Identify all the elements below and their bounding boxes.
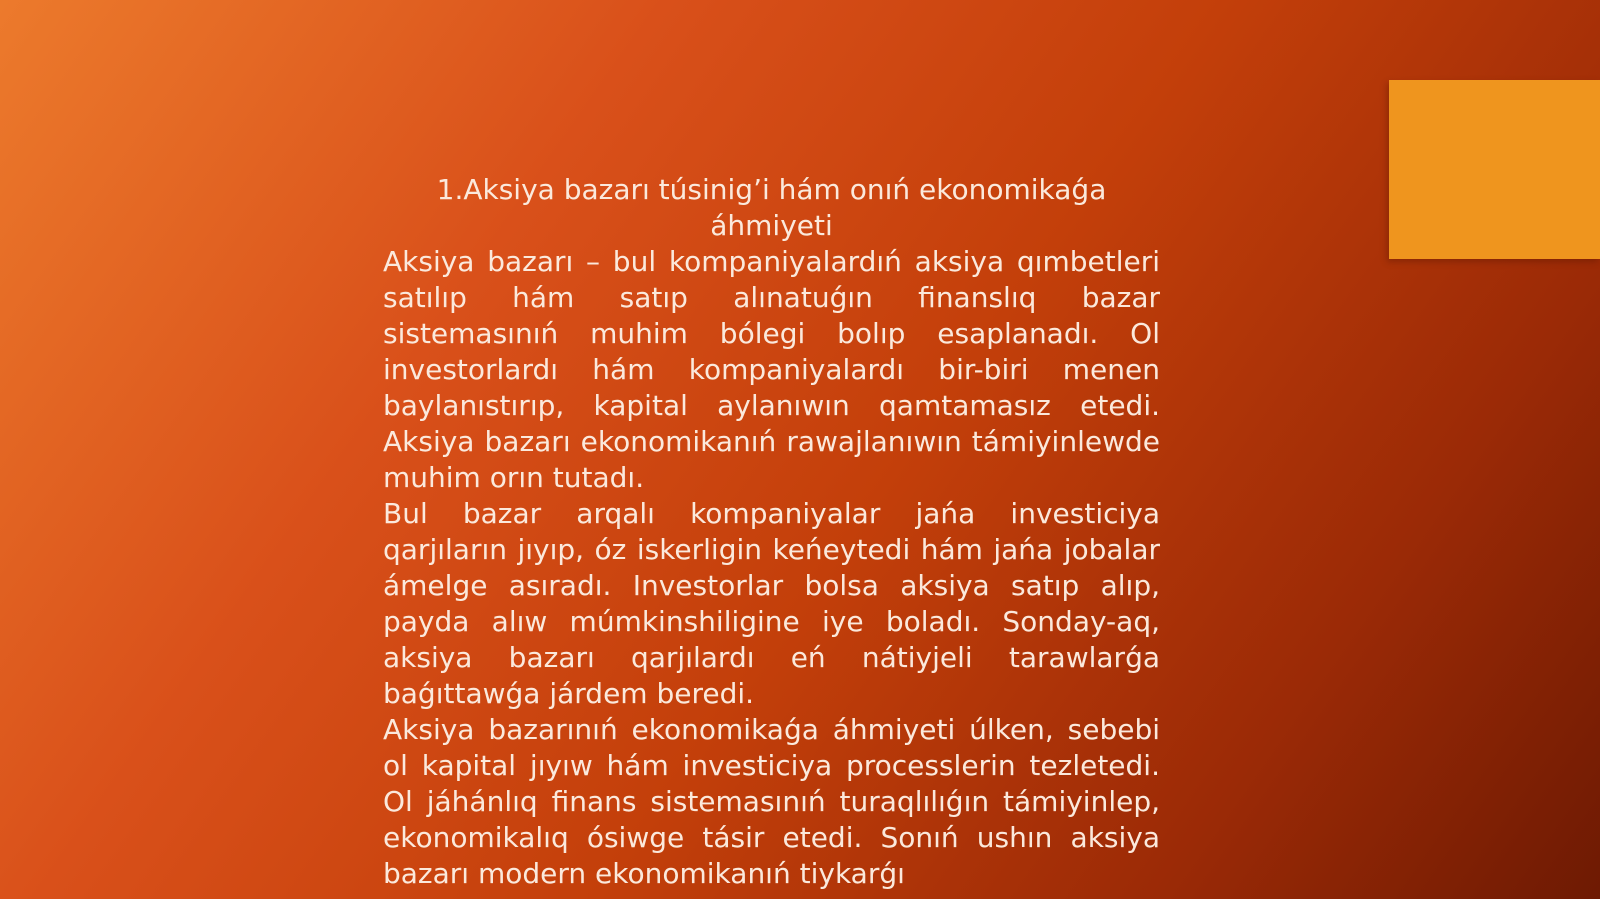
slide-title: 1.Aksiya bazarı túsinig’i hám onıń ekonomikaǵa áhmiyeti — [436, 173, 1107, 242]
slide-content — [383, 172, 1160, 892]
paragraph-definition: Aksiya bazarı – bul kompaniyalardıń aksiya qımbetleri satılıp hám satıp alınatuǵın finanslıq bazar sistemasınıń muhim bólegi bolıp esaplanadı. Ol investorlardı hám kompaniyalardı bir-biri menen baylanıstırıp, kapital aylanıwın qamtamasız etedi. Aksiya bazarı ekonomikanıń rawajlanıwın támiyinlewde muhim orın tutadı. — [383, 245, 1160, 494]
paragraph-importance: Aksiya bazarınıń ekonomikaǵa áhmiyeti úlken, sebebi ol kapital jıyıw hám investiciya processlerin tezletedi. Ol jáhánlıq finans sistemasınıń turaqlılıǵın támiyinlep, ekonomikalıq ósiwge tásir etedi. Sonıń ushın aksiya bazarı modern ekonomikanıń tiykarǵı — [383, 713, 1160, 890]
accent-block — [1389, 80, 1600, 259]
paragraph-investment: Bul bazar arqalı kompaniyalar jańa investiciya qarjıların jıyıp, óz iskerligin keńeytedi hám jańa jobalar ámelge asıradı. Investorlar bolsa aksiya satıp alıp, payda alıw múmkinshiligine iye boladı. Sonday-aq, aksiya bazarı qarjılardı eń nátiyjeli tarawlarǵa baǵıttawǵa járdem beredi. — [383, 497, 1160, 710]
